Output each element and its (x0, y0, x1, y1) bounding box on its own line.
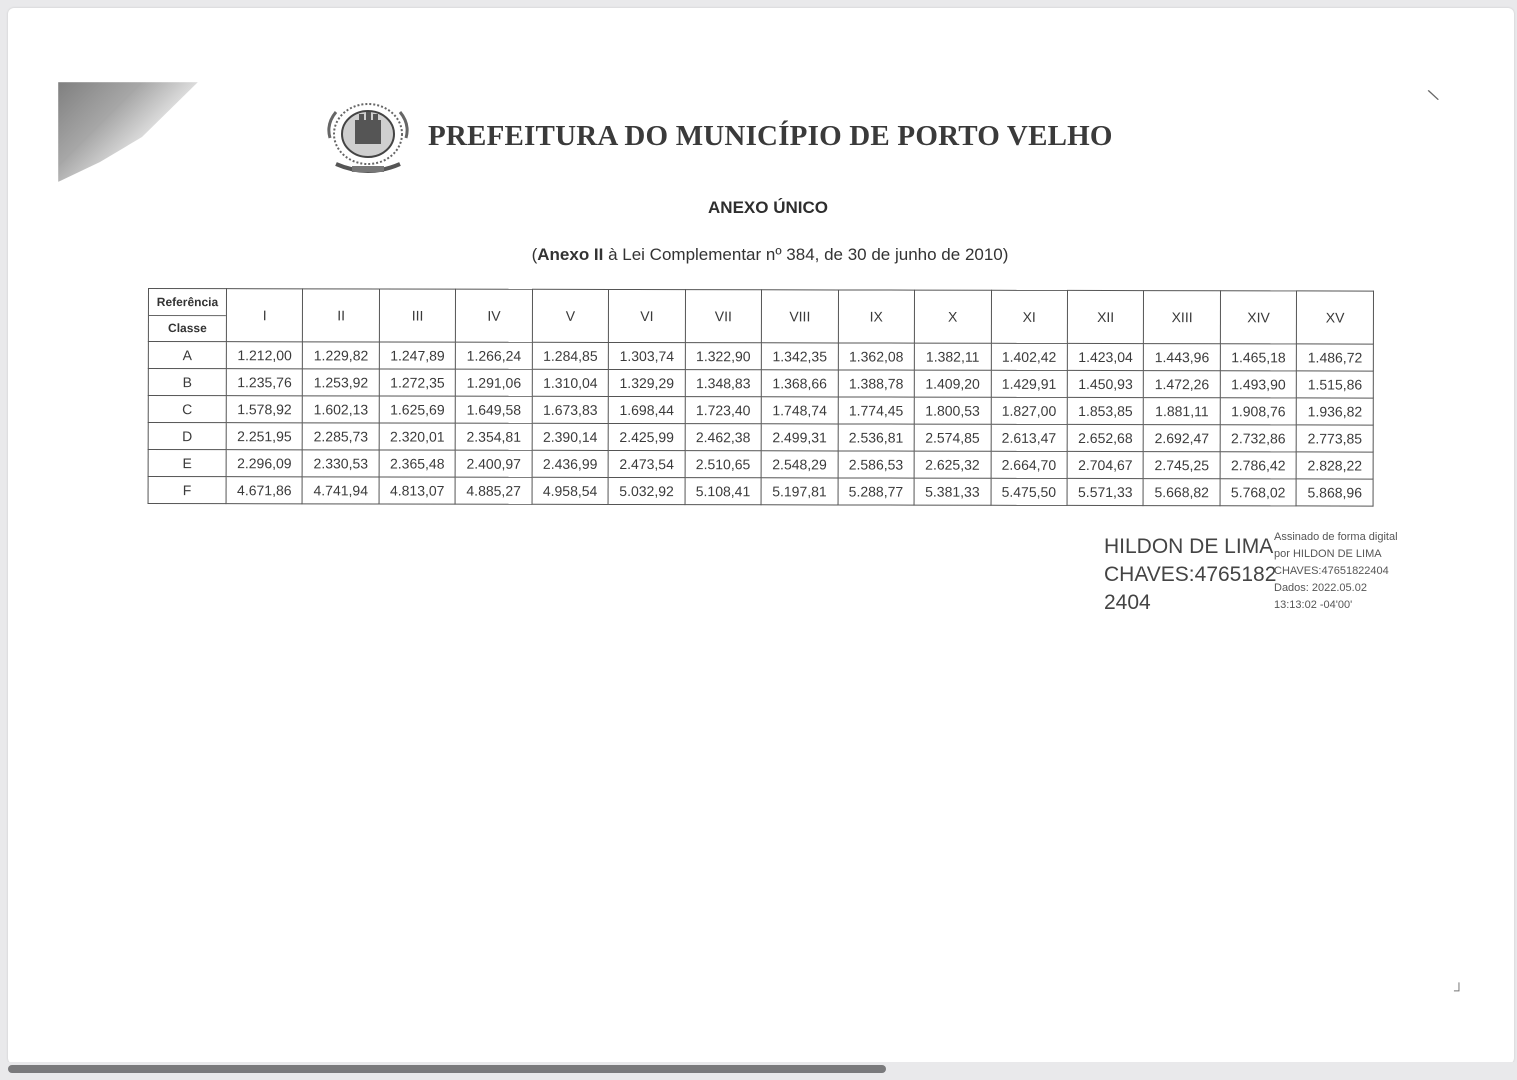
corner-label-reference: Referência (149, 290, 226, 316)
value-cell: 5.668,82 (1143, 479, 1220, 506)
value-cell: 1.578,92 (226, 396, 303, 423)
value-cell: 2.462,38 (685, 424, 762, 451)
value-cell: 5.197,81 (761, 478, 838, 505)
value-cell: 1.493,90 (1220, 371, 1297, 398)
value-cell: 2.251,95 (226, 423, 303, 450)
horizontal-scrollbar-thumb[interactable] (8, 1065, 886, 1073)
value-cell: 5.108,41 (685, 478, 762, 505)
value-cell: 1.443,96 (1144, 344, 1221, 371)
value-cell: 2.425,99 (608, 423, 685, 450)
signature-detail-line: Assinado de forma digital (1274, 531, 1398, 543)
value-cell: 1.429,91 (991, 370, 1068, 397)
value-cell: 1.698,44 (608, 396, 685, 423)
value-cell: 2.330,53 (303, 450, 380, 477)
signature-detail-line: 13:13:02 -04'00' (1274, 599, 1353, 611)
value-cell: 1.800,53 (914, 397, 991, 424)
column-header: XIII (1144, 291, 1221, 344)
table-corner-cell (148, 289, 226, 342)
subtitle-rest: à Lei Complementar nº 384, de 30 de junho de 2010) (603, 245, 1009, 264)
value-cell: 2.548,29 (761, 451, 838, 478)
table-header-row (148, 289, 1373, 345)
value-cell: 2.296,09 (226, 450, 303, 477)
value-cell: 2.786,42 (1220, 452, 1297, 479)
horizontal-scrollbar[interactable] (0, 1062, 1517, 1080)
value-cell: 1.881,11 (1144, 398, 1221, 425)
annex-subtitle (8, 245, 1514, 265)
value-cell: 1.342,35 (762, 343, 839, 370)
organization-title: PREFEITURA DO MUNICÍPIO DE PORTO VELHO (428, 120, 1113, 152)
column-header: I (226, 289, 303, 342)
value-cell: 1.472,26 (1144, 371, 1221, 398)
class-cell: D (148, 423, 226, 450)
table-row (148, 477, 1373, 507)
value-cell: 5.032,92 (608, 477, 685, 504)
scan-mark-icon: ┘ (1454, 982, 1464, 998)
value-cell: 1.649,58 (456, 396, 533, 423)
column-header: IX (838, 290, 915, 343)
salary-table-container (148, 288, 1374, 507)
value-cell: 1.362,08 (838, 343, 915, 370)
class-cell: E (148, 450, 226, 477)
subtitle-bold-part: Anexo II (537, 245, 604, 264)
class-cell: C (148, 396, 226, 423)
value-cell: 2.320,01 (379, 423, 456, 450)
signature-details (1274, 529, 1398, 614)
value-cell: 1.673,83 (532, 396, 609, 423)
value-cell: 1.602,13 (303, 396, 380, 423)
value-cell: 1.853,85 (1067, 397, 1144, 424)
column-header: XV (1297, 291, 1374, 344)
value-cell: 2.828,22 (1296, 452, 1373, 479)
value-cell: 2.625,32 (914, 451, 991, 478)
value-cell: 1.272,35 (379, 369, 456, 396)
value-cell: 1.450,93 (1067, 370, 1144, 397)
municipal-coat-of-arms-icon (322, 94, 414, 178)
value-cell: 1.229,82 (303, 342, 380, 369)
value-cell: 2.732,86 (1220, 425, 1297, 452)
table-row (148, 369, 1373, 399)
value-cell: 2.652,68 (1067, 424, 1144, 451)
value-cell: 2.510,65 (685, 451, 762, 478)
value-cell: 2.285,73 (303, 423, 380, 450)
value-cell: 2.400,97 (455, 450, 532, 477)
value-cell: 1.402,42 (991, 343, 1068, 370)
value-cell: 5.288,77 (838, 478, 915, 505)
column-header: VI (609, 289, 686, 342)
annex-title: ANEXO ÚNICO (708, 198, 828, 217)
scan-smudge (58, 82, 198, 182)
value-cell: 5.571,33 (1067, 478, 1144, 505)
value-cell: 1.486,72 (1297, 344, 1374, 371)
value-cell: 2.586,53 (838, 451, 915, 478)
value-cell: 1.827,00 (991, 397, 1068, 424)
column-header: VII (685, 290, 762, 343)
value-cell: 2.574,85 (914, 424, 991, 451)
column-header: III (379, 289, 456, 342)
column-header: IV (456, 289, 533, 342)
value-cell: 2.773,85 (1297, 425, 1374, 452)
value-cell: 4.741,94 (303, 477, 380, 504)
column-header: X (914, 290, 991, 343)
value-cell: 2.365,48 (379, 450, 456, 477)
column-header: VIII (762, 290, 839, 343)
column-header: V (532, 289, 609, 342)
value-cell: 2.436,99 (532, 450, 609, 477)
value-cell: 2.536,81 (838, 424, 915, 451)
table-body (148, 342, 1373, 507)
value-cell: 1.253,92 (303, 369, 380, 396)
value-cell: 4.885,27 (455, 477, 532, 504)
value-cell: 1.235,76 (226, 369, 303, 396)
value-cell: 1.625,69 (379, 396, 456, 423)
document-page (8, 8, 1514, 1064)
value-cell: 4.813,07 (379, 477, 456, 504)
value-cell: 1.465,18 (1220, 344, 1297, 371)
column-header: XIV (1220, 291, 1297, 344)
value-cell: 2.354,81 (456, 423, 533, 450)
class-cell: F (148, 477, 226, 504)
value-cell: 2.499,31 (761, 424, 838, 451)
value-cell: 1.748,74 (761, 397, 838, 424)
value-cell: 5.475,50 (991, 478, 1068, 505)
value-cell: 5.768,02 (1220, 479, 1297, 506)
value-cell: 1.284,85 (532, 342, 609, 369)
value-cell: 1.908,76 (1220, 398, 1297, 425)
class-cell: A (148, 342, 226, 369)
value-cell: 1.291,06 (456, 369, 533, 396)
value-cell: 1.723,40 (685, 397, 762, 424)
value-cell: 1.329,29 (609, 369, 686, 396)
subtitle-open-paren: ( (531, 245, 538, 264)
value-cell: 1.247,89 (379, 342, 456, 369)
value-cell: 2.390,14 (532, 423, 609, 450)
signature-detail-line: Dados: 2022.05.02 (1274, 582, 1367, 594)
class-cell: B (148, 369, 226, 396)
table-row (148, 423, 1373, 453)
value-cell: 5.868,96 (1296, 479, 1373, 506)
value-cell: 1.212,00 (226, 342, 303, 369)
signature-name: HILDON DE LIMA CHAVES:4765182 2404 (1104, 535, 1277, 614)
value-cell: 2.745,25 (1144, 452, 1221, 479)
value-cell: 2.613,47 (991, 424, 1068, 451)
signature-detail-line: CHAVES:47651822404 (1274, 565, 1389, 577)
value-cell: 1.409,20 (914, 370, 991, 397)
value-cell: 1.310,04 (532, 369, 609, 396)
value-cell: 1.348,83 (685, 370, 762, 397)
value-cell: 1.303,74 (609, 342, 686, 369)
value-cell: 1.774,45 (838, 397, 915, 424)
table-row (148, 342, 1373, 372)
table-row (148, 450, 1373, 480)
column-header: II (303, 289, 380, 342)
value-cell: 2.664,70 (991, 451, 1068, 478)
value-cell: 1.382,11 (914, 343, 991, 370)
table-row (148, 396, 1373, 426)
value-cell: 4.671,86 (226, 477, 303, 504)
column-header: XI (991, 290, 1068, 343)
value-cell: 2.473,54 (608, 450, 685, 477)
value-cell: 1.936,82 (1297, 398, 1374, 425)
value-cell: 2.704,67 (1067, 451, 1144, 478)
value-cell: 1.515,86 (1297, 371, 1374, 398)
signature-detail-line: por HILDON DE LIMA (1274, 548, 1382, 560)
value-cell: 1.322,90 (685, 343, 762, 370)
salary-table (148, 288, 1374, 507)
column-header: XII (1067, 290, 1144, 343)
value-cell: 1.423,04 (1067, 343, 1144, 370)
scan-mark-icon: ∖ (1424, 86, 1443, 107)
value-cell: 1.388,78 (838, 370, 915, 397)
value-cell: 4.958,54 (532, 477, 609, 504)
value-cell: 1.266,24 (456, 342, 533, 369)
corner-label-class: Classe (168, 320, 207, 335)
value-cell: 5.381,33 (914, 478, 991, 505)
value-cell: 2.692,47 (1144, 425, 1221, 452)
value-cell: 1.368,66 (761, 370, 838, 397)
